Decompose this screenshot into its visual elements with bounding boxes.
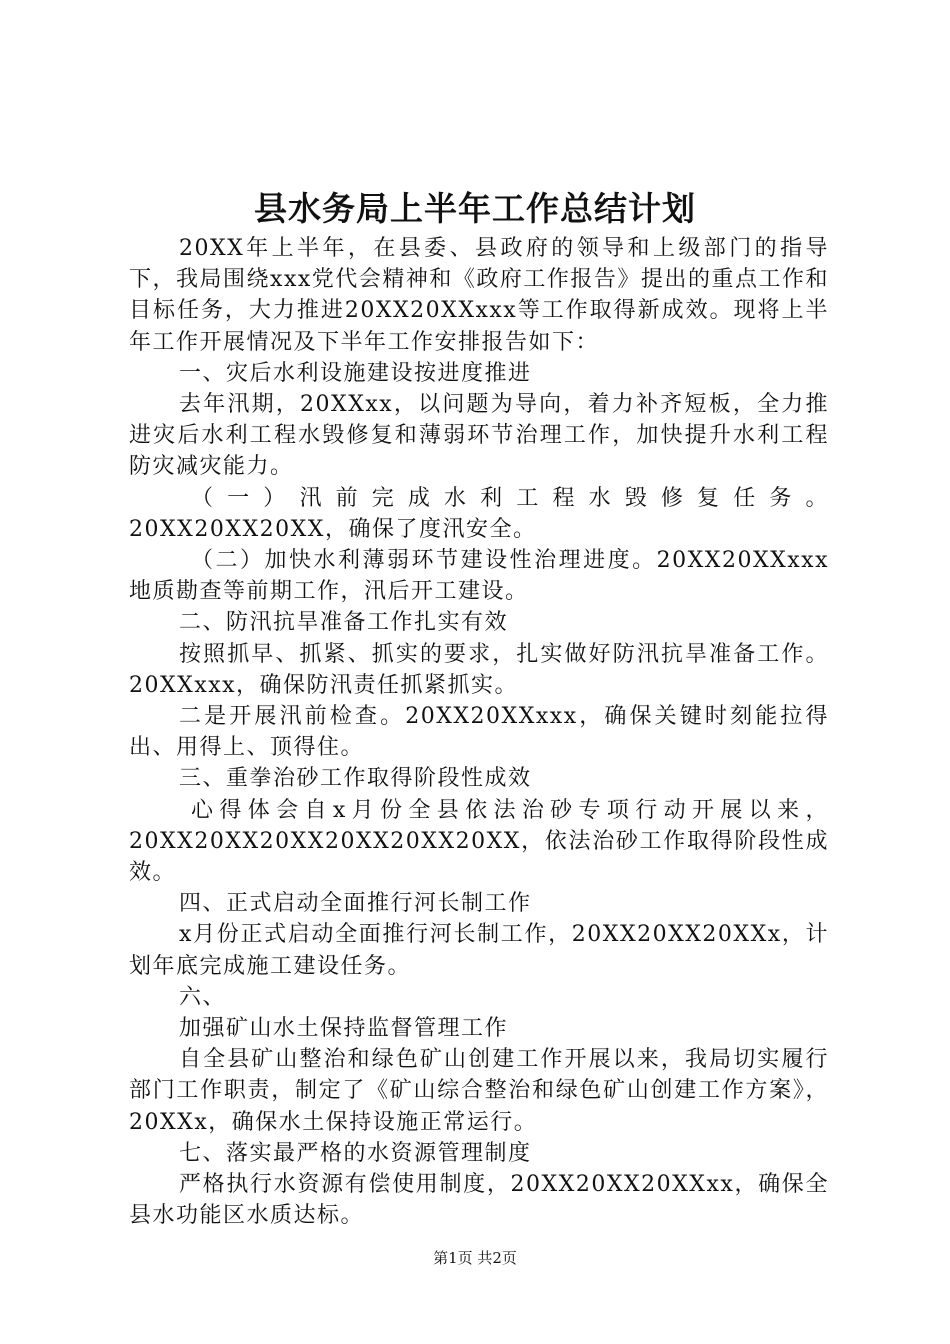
- section-heading-3: 三、重拳治砂工作取得阶段性成效: [179, 766, 532, 792]
- paragraph-2b: 二是开展汛前检查。20XX20XXxxx，确保关键时刻能拉得出、用得上、顶得住。: [129, 704, 829, 761]
- section-heading-4: 四、正式启动全面推行河长制工作: [179, 891, 532, 917]
- subsection-1-2: （二）加快水利薄弱环节建设性治理进度。20XX20XXxxx地质勘查等前期工作，汛后开工建设。: [129, 548, 829, 605]
- document-body: [129, 233, 829, 1232]
- paragraph-3: 心得体会自x月份全县依法治砂专项行动开展以来，20XX20XX20XX20XX20XX20XX，依法治砂工作取得阶段性成效。: [129, 797, 829, 886]
- section-heading-6: 加强矿山水土保持监督管理工作: [179, 1016, 509, 1042]
- document-title: 县水务局上半年工作总结计划: [254, 189, 696, 228]
- paragraph-1: 去年汛期，20XXxx，以问题为导向，着力补齐短板，全力推进灾后水利工程水毁修复和薄弱环节治理工作，加快提升水利工程防灾减灾能力。: [129, 392, 829, 480]
- paragraph-6: 自全县矿山整治和绿色矿山创建工作开展以来，我局切实履行部门工作职责，制定了《矿山综合整治和绿色矿山创建工作方案》，20XXx，确保水土保持设施正常运行。: [129, 1047, 829, 1135]
- paragraph-4: x月份正式启动全面推行河长制工作，20XX20XX20XXx，计划年底完成施工建设任务。: [129, 922, 829, 979]
- paragraph-intro: 20XX年上半年，在县委、县政府的领导和上级部门的指导下，我局围绕xxx党代会精神和《政府工作报告》提出的重点工作和目标任务，大力推进20XX20XXxxx等工作取得新成效。现将上半年工作开展情况及下半年工作安排报告如下：: [129, 236, 829, 355]
- section-heading-6-number: 六、: [179, 984, 227, 1010]
- subsection-1-1: （一）汛前完成水利工程水毁修复任务。20XX20XX20XX，确保了度汛安全。: [129, 485, 829, 542]
- paragraph-2a: 按照抓早、抓紧、抓实的要求，扎实做好防汛抗旱准备工作。20XXxxx，确保防汛责任抓紧抓实。: [129, 641, 829, 698]
- page-footer: 第1页 共2页: [433, 1249, 517, 1267]
- section-heading-7: 七、落实最严格的水资源管理制度: [179, 1140, 532, 1166]
- section-heading-2: 二、防汛抗旱准备工作扎实有效: [179, 610, 509, 636]
- section-heading-1: 一、灾后水利设施建设按进度推进: [179, 360, 532, 386]
- paragraph-7: 严格执行水资源有偿使用制度，20XX20XX20XXxx，确保全县水功能区水质达标。: [129, 1172, 829, 1229]
